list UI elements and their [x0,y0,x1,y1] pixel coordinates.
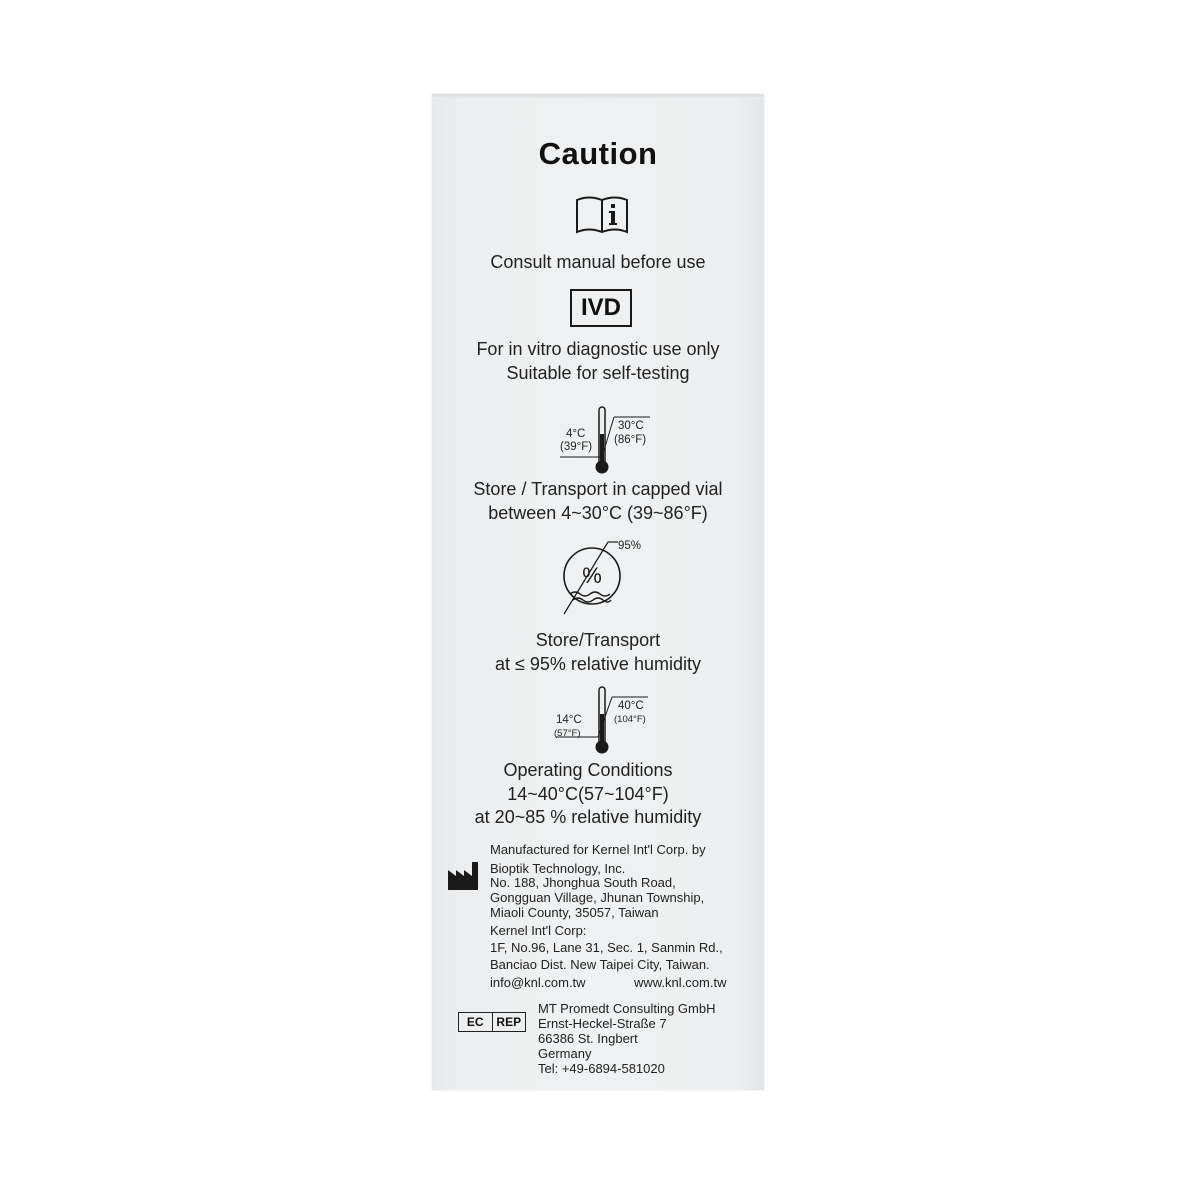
ec-rep-line: Ernst-Heckel-Straße 7 [538,1016,667,1031]
humidity-limit: 95% [618,540,642,552]
manufacturer-line: Kernel Int'l Corp: [490,923,587,938]
manufacturer-website: www.knl.com.tw [634,975,727,990]
manual-caption: Consult manual before use [490,252,706,272]
manufacturer-line: Manufactured for Kernel Int'l Corp. by [490,842,706,857]
product-box-side-panel [432,94,764,1090]
svg-text:%: % [582,563,602,588]
ec-rep-line: Tel: +49-6894-581020 [538,1061,665,1076]
ivd-line-2: Suitable for self-testing [506,363,690,383]
info-manual-icon [575,194,629,234]
ec-rep-line: 66386 St. Ingbert [538,1031,638,1046]
storage-low-f: (39°F) [560,441,593,453]
ivd-line-1: For in vitro diagnostic use only [476,339,720,359]
manufacturer-line: Miaoli County, 35057, Taiwan [490,905,659,920]
operating-low-f: (57°F) [554,728,581,739]
ec-label: EC [466,1015,484,1029]
storage-low-c: 4°C [566,428,586,440]
storage-line-1: Store / Transport in capped vial [473,479,723,499]
ec-rep-line: MT Promedt Consulting GmbH [538,1001,716,1016]
storage-line-2: between 4~30°C (39~86°F) [488,503,708,523]
operating-low-c: 14°C [556,714,582,726]
manufacturer-line: Gongguan Village, Jhunan Township, [490,890,705,905]
ec-rep-badge [458,1012,526,1032]
factory-icon [448,862,482,890]
storage-high-f: (86°F) [614,434,647,446]
storage-high-c: 30°C [618,420,644,432]
humidity-line-1: Store/Transport [535,630,661,650]
operating-high-f: (104°F) [614,714,646,725]
ivd-badge: IVD [570,289,632,327]
operating-line-3: at 20~85 % relative humidity [474,807,702,827]
manufacturer-line: Bioptik Technology, Inc. [490,861,626,876]
humidity-line-2: at ≤ 95% relative humidity [495,654,701,674]
manufacturer-line: 1F, No.96, Lane 31, Sec. 1, Sanmin Rd., [490,940,723,955]
operating-line-1: Operating Conditions [503,760,673,780]
caution-title: Caution [538,136,658,171]
operating-high-c: 40°C [618,700,644,712]
rep-label: REP [492,1013,526,1031]
ec-rep-line: Germany [538,1046,592,1061]
manufacturer-line: Banciao Dist. New Taipei City, Taiwan. [490,957,710,972]
manufacturer-email: info@knl.com.tw [490,975,586,990]
operating-line-2: 14~40°C(57~104°F) [507,784,669,804]
manufacturer-line: No. 188, Jhonghua South Road, [490,875,676,890]
